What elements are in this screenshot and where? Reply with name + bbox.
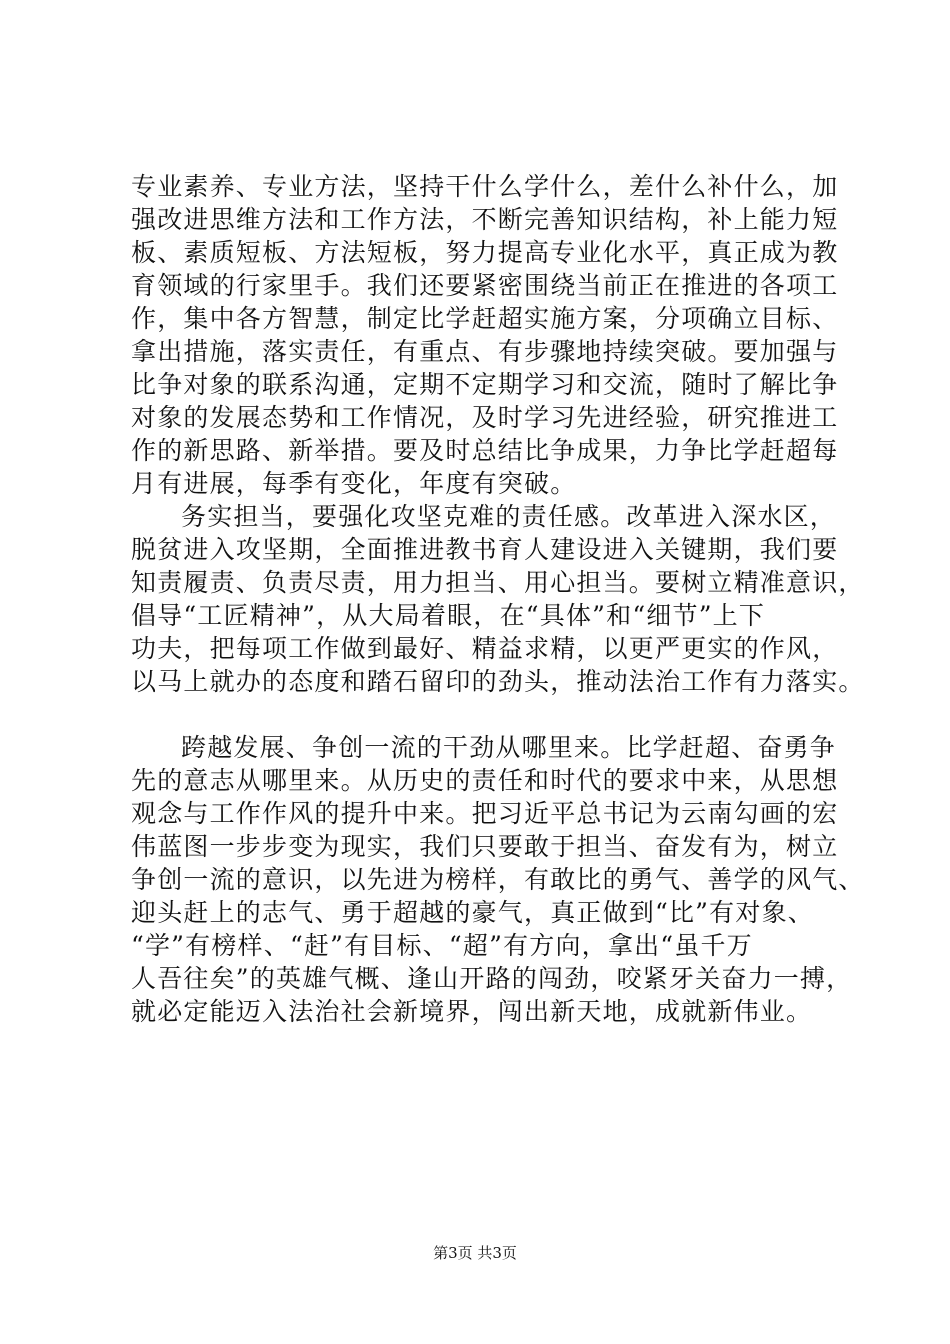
paragraph-3 bbox=[131, 731, 865, 1028]
text-line: 人吾往矣”的英雄气概、逢山开路的闯劲，咬紧牙关奋力一搏， bbox=[131, 964, 853, 993]
text-line: 专业素养、专业方法，坚持干什么学什么，差什么补什么，加 bbox=[131, 172, 839, 201]
text-line: 对象的发展态势和工作情况，及时学习先进经验，研究推进工 bbox=[131, 403, 839, 432]
text-line: 务实担当，要强化攻坚克难的责任感。改革进入深水区， bbox=[181, 502, 837, 531]
text-line: 先的意志从哪里来。从历史的责任和时代的要求中来，从思想 bbox=[131, 766, 839, 795]
text-line: 知责履责、负责尽责，用力担当、用心担当。要树立精准意识， bbox=[131, 568, 865, 597]
paragraph-2 bbox=[131, 500, 865, 698]
text-line: 跨越发展、争创一流的干劲从哪里来。比学赶超、奋勇争 bbox=[181, 733, 837, 762]
text-line: 就必定能迈入法治社会新境界，闯出新天地，成就新伟业。 bbox=[131, 997, 813, 1026]
page-footer bbox=[0, 1243, 950, 1263]
text-line: 作的新思路、新举措。要及时总结比争成果，力争比学赶超每 bbox=[131, 436, 839, 465]
page-number-label: 第3页 共3页 bbox=[433, 1244, 517, 1262]
text-line: 功夫，把每项工作做到最好、精益求精，以更严更实的作风， bbox=[131, 634, 839, 663]
paragraph-spacer bbox=[131, 698, 831, 731]
text-line: 伟蓝图一步步变为现实，我们只要敢于担当、奋发有为，树立 bbox=[131, 832, 839, 861]
text-line: 脱贫进入攻坚期，全面推进教书育人建设进入关键期，我们要 bbox=[131, 535, 839, 564]
text-line: 观念与工作作风的提升中来。把习近平总书记为云南勾画的宏 bbox=[131, 799, 839, 828]
text-line: 月有进展，每季有变化，年度有突破。 bbox=[131, 469, 577, 498]
text-line: 争创一流的意识，以先进为榜样，有敢比的勇气、善学的风气、 bbox=[131, 865, 865, 894]
text-line: 迎头赶上的志气、勇于超越的豪气，真正做到“比”有对象、 bbox=[131, 898, 814, 927]
text-line: 比争对象的联系沟通，定期不定期学习和交流，随时了解比争 bbox=[131, 370, 839, 399]
text-line: 育领域的行家里手。我们还要紧密围绕当前正在推进的各项工 bbox=[131, 271, 839, 300]
text-line: 倡导“工匠精神”，从大局着眼，在“具体”和“细节”上下 bbox=[131, 601, 766, 630]
text-line: 作，集中各方智慧，制定比学赶超实施方案，分项确立目标、 bbox=[131, 304, 839, 333]
paragraph-1 bbox=[131, 170, 839, 500]
document-body bbox=[131, 170, 865, 1028]
text-line: 以马上就办的态度和踏石留印的劲头，推动法治工作有力落实。 bbox=[131, 667, 865, 696]
text-line: 板、素质短板、方法短板，努力提高专业化水平，真正成为教 bbox=[131, 238, 839, 267]
text-line: 强改进思维方法和工作方法，不断完善知识结构，补上能力短 bbox=[131, 205, 839, 234]
text-line: 拿出措施，落实责任，有重点、有步骤地持续突破。要加强与 bbox=[131, 337, 839, 366]
text-line: “学”有榜样、“赶”有目标、“超”有方向，拿出“虽千万 bbox=[131, 931, 753, 960]
